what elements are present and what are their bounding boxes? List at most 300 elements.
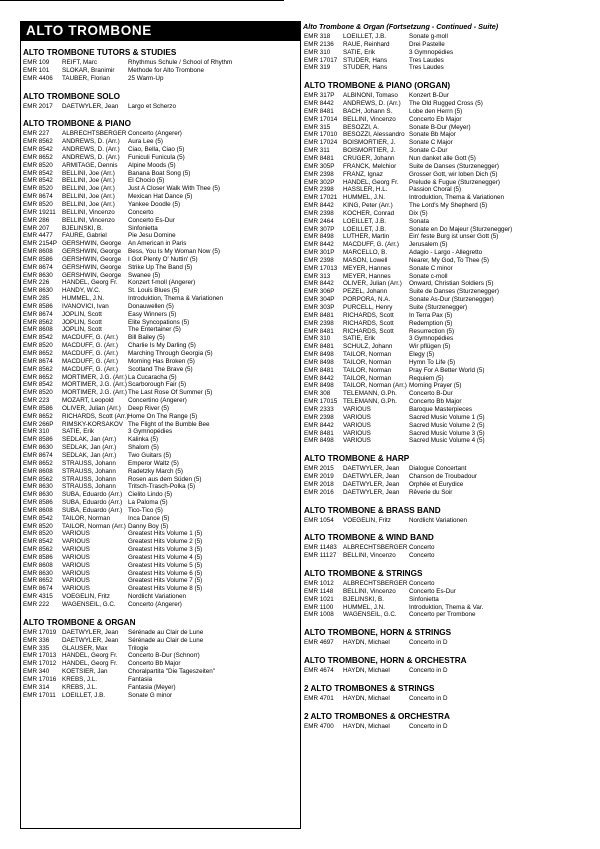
catalog-entry xyxy=(301,33,584,41)
left-column xyxy=(20,44,301,699)
edition-number: EMR 8442 xyxy=(304,374,334,382)
catalog-entry xyxy=(20,645,301,653)
edition-number: EMR 2016 xyxy=(304,488,334,496)
composer: OLIVER, Julian (Arr.) xyxy=(62,404,121,412)
edition-number: EMR 8520 xyxy=(23,522,53,530)
section-title: ALTO TROMBONE & PIANO xyxy=(23,119,131,129)
composer: VARIOUS xyxy=(343,437,371,445)
work-title: Mexican Hat Dance (5) xyxy=(128,193,193,201)
edition-number: EMR 8481 xyxy=(304,327,334,335)
catalog-entry xyxy=(301,210,584,218)
catalog-entry xyxy=(301,390,584,398)
work-title: Sonate B-Dur (Meyer) xyxy=(409,123,471,131)
catalog-entry xyxy=(20,585,301,593)
edition-number: EMR 2398 xyxy=(304,186,334,194)
catalog-entry xyxy=(301,202,584,210)
composer: HÄNDEL, Georg Fr. xyxy=(62,660,118,668)
catalog-section xyxy=(20,47,301,83)
catalog-entry xyxy=(20,413,301,421)
work-title: St. Louis Blues (5) xyxy=(128,287,180,295)
edition-number: EMR 4697 xyxy=(304,639,334,647)
edition-number: EMR 8542 xyxy=(23,169,53,177)
work-title: Concerto (Angerer) xyxy=(128,130,182,138)
work-title: Baroque Masterpieces xyxy=(409,405,473,413)
catalog-entry xyxy=(301,437,584,445)
composer: VARIOUS xyxy=(62,561,90,569)
composer: LUTHER, Martin xyxy=(343,233,390,241)
catalog-section xyxy=(20,617,301,700)
edition-number: EMR 310 xyxy=(304,335,331,343)
work-title: Greatest Hits Volume 3 (5) xyxy=(128,546,203,554)
catalog-entry xyxy=(20,170,301,178)
edition-number: EMR 2398 xyxy=(304,256,334,264)
section-title: ALTO TROMBONE & ORGAN xyxy=(23,617,136,627)
catalog-entry xyxy=(20,660,301,668)
edition-number: EMR 8498 xyxy=(304,382,334,390)
edition-number: EMR 2398 xyxy=(304,209,334,217)
section-title: ALTO TROMBONE & HARP xyxy=(304,454,410,464)
edition-number: EMR 286 xyxy=(23,216,50,224)
catalog-entry xyxy=(20,538,301,546)
work-title: Greatest Hits Volume 2 (5) xyxy=(128,538,203,546)
work-title: Sonata xyxy=(409,217,429,225)
edition-number: EMR 8674 xyxy=(23,310,53,318)
edition-number: EMR 8674 xyxy=(23,193,53,201)
edition-number: EMR 8498 xyxy=(304,233,334,241)
composer: SEDLAK, Jan (Arr.) xyxy=(62,451,117,459)
edition-number: EMR 315 xyxy=(304,123,331,131)
catalog-entry xyxy=(20,562,301,570)
work-title: Tritsch-Trasch-Polka (5) xyxy=(128,483,196,491)
entry-list xyxy=(301,695,584,703)
catalog-entry xyxy=(301,139,584,147)
catalog-entry xyxy=(20,272,301,280)
work-title: Rhythmus Schule / School of Rhythm xyxy=(128,59,233,66)
catalog-entry xyxy=(20,530,301,538)
composer: ANDREWS, D. (Arr.) xyxy=(62,138,120,146)
work-title: Resurrection (5) xyxy=(409,327,455,335)
work-title: Lobe den Herrn (5) xyxy=(409,107,463,115)
work-title: Greatest Hits Volume 4 (5) xyxy=(128,553,203,561)
edition-number: EMR 227 xyxy=(23,130,50,138)
entry-list xyxy=(20,629,301,700)
edition-number: EMR 8652 xyxy=(23,412,53,420)
composer: SATIE, Erik xyxy=(62,428,95,436)
work-title: Concerto in D xyxy=(409,722,448,730)
right-column xyxy=(301,21,584,731)
catalog-entry xyxy=(20,256,301,264)
composer: VARIOUS xyxy=(62,577,90,585)
composer: HÄNDEL, Georg Fr. xyxy=(62,279,118,287)
catalog-entry xyxy=(20,637,301,645)
edition-number: EMR 8674 xyxy=(23,451,53,459)
composer: SEDLAK, Jan (Arr.) xyxy=(62,444,117,452)
catalog-entry xyxy=(20,67,301,75)
catalog-entry xyxy=(20,326,301,334)
catalog-entry xyxy=(301,186,584,194)
composer: CRÜGER, Johann xyxy=(343,154,395,162)
edition-number: EMR 1054 xyxy=(304,516,334,524)
composer: HAYDN, Michael xyxy=(343,722,390,730)
composer: SCHULZ, Johann xyxy=(343,343,393,351)
catalog-entry xyxy=(301,92,584,100)
edition-number: EMR 8498 xyxy=(304,437,334,445)
catalog-entry xyxy=(20,483,301,491)
catalog-entry xyxy=(20,468,301,476)
work-title: Introduktion, Thema & Variationen xyxy=(409,194,504,202)
work-title: I Got Plenty O' Nuttin' (5) xyxy=(128,255,198,263)
edition-number: EMR 285 xyxy=(23,295,50,303)
catalog-entry xyxy=(301,375,584,383)
composer: MOZART, Leopold xyxy=(62,397,114,405)
edition-number: EMR 1100 xyxy=(304,603,334,611)
composer: BOISMORTIER, J. xyxy=(343,147,396,155)
catalog-entry xyxy=(20,303,301,311)
work-title: Chanson de Troubadour xyxy=(409,473,477,481)
work-title: Sonate en Do Majeur (Sturzenegger) xyxy=(409,225,513,233)
edition-number: EMR 8652 xyxy=(23,153,53,161)
edition-number: EMR 207 xyxy=(23,224,50,232)
work-title: Konzert f-moll (Angerer) xyxy=(128,279,196,287)
edition-number: EMR 8630 xyxy=(23,491,53,499)
composer: VARIOUS xyxy=(343,413,371,421)
catalog-entry xyxy=(20,554,301,562)
edition-number: EMR 17017 xyxy=(304,56,338,64)
work-title: Introduktion, Thema & Variationen xyxy=(128,295,223,303)
work-title: 25 Warm-Up xyxy=(128,74,164,82)
catalog-entry xyxy=(301,241,584,249)
composer: HUMMEL, J.N. xyxy=(343,194,385,202)
composer: GERSHWIN, George xyxy=(62,240,122,248)
edition-number: EMR 308 xyxy=(304,390,331,398)
composer: RICHARDS, Scott xyxy=(343,319,394,327)
catalog-section xyxy=(20,118,301,608)
edition-number: EMR 307P xyxy=(304,225,335,233)
edition-number: EMR 11127 xyxy=(304,552,337,560)
edition-number: EMR 109 xyxy=(23,59,50,66)
composer: HASSLER, H.L. xyxy=(343,186,388,194)
entry-list xyxy=(301,92,584,445)
edition-number: EMR 8481 xyxy=(304,311,334,319)
catalog-entry xyxy=(20,311,301,319)
composer: SATIE, Erik xyxy=(343,48,376,56)
work-title: Konzert B-Dur xyxy=(409,92,449,100)
work-title: Scotland The Brave (5) xyxy=(128,365,193,373)
work-title: 3 Gymnopédies xyxy=(128,428,173,436)
composer: STRAUSS, Johann xyxy=(62,483,116,491)
catalog-entry xyxy=(20,652,301,660)
work-title: Kalinka (5) xyxy=(128,436,159,444)
entry-list xyxy=(301,639,584,647)
composer: STRAUSS, Johann xyxy=(62,475,116,483)
composer: GERSHWIN, George xyxy=(62,263,122,271)
work-title: Scarborough Fair (5) xyxy=(128,381,187,389)
catalog-entry xyxy=(20,601,301,609)
edition-number: EMR 8481 xyxy=(304,154,334,162)
catalog-entry xyxy=(20,162,301,170)
composer: VARIOUS xyxy=(343,421,371,429)
catalog-entry xyxy=(301,639,584,647)
work-title: Concerto B-Dur xyxy=(409,390,453,398)
edition-number: EMR 8586 xyxy=(23,302,53,310)
composer: VARIOUS xyxy=(62,530,90,538)
edition-number: EMR 8520 xyxy=(23,530,53,538)
work-title: Concerto in D xyxy=(409,639,448,647)
edition-number: EMR 1148 xyxy=(304,587,334,595)
catalog-entry xyxy=(20,629,301,637)
edition-number: EMR 8542 xyxy=(23,381,53,389)
edition-number: EMR 8608 xyxy=(23,326,53,334)
composer: FAURE, Gabriel xyxy=(62,232,107,240)
catalog-entry xyxy=(301,723,584,731)
section-title: ALTO TROMBONE & STRINGS xyxy=(304,569,423,579)
work-title: Tres Laudes xyxy=(409,56,444,64)
work-title: Sacred Music Volume 3 (5) xyxy=(409,429,485,437)
composer: BELLINI, Joe (Arr.) xyxy=(62,193,115,201)
work-title: Alpine Moods (5) xyxy=(128,161,176,169)
work-title: Deep River (5) xyxy=(128,404,169,412)
composer: HANDY, W.C. xyxy=(62,287,101,295)
work-title: Morning Has Broken (5) xyxy=(128,357,195,365)
edition-number: EMR 19211 xyxy=(23,208,56,216)
composer: MORTIMER, J.G. (Arr.) xyxy=(62,389,127,397)
edition-number: EMR 17019 xyxy=(23,628,57,636)
work-title: Suite de Danses (Sturzenegger) xyxy=(409,162,499,170)
edition-number: EMR 11483 xyxy=(304,544,337,552)
catalog-entry xyxy=(20,319,301,327)
edition-number: EMR 2398 xyxy=(304,413,334,421)
work-title: Requiem (5) xyxy=(409,374,444,382)
edition-number: EMR 1021 xyxy=(304,595,334,603)
edition-number: EMR 17013 xyxy=(23,652,57,660)
work-title: Choralpartita "Die Tageszeiten" xyxy=(128,668,215,676)
catalog-entry xyxy=(301,312,584,320)
work-title: Wir pflügen (5) xyxy=(409,343,451,351)
composer: TAILOR, Norman xyxy=(343,366,392,374)
work-title: Fantasia xyxy=(128,675,153,683)
work-title: Sinfonietta xyxy=(128,224,158,232)
composer: BACH, Johann S. xyxy=(343,107,393,115)
catalog-entry xyxy=(301,179,584,187)
composer: ALBRECHTSBERGER xyxy=(62,130,127,138)
catalog-entry xyxy=(301,596,584,604)
edition-number: EMR 8442 xyxy=(304,241,334,249)
work-title: Yankee Doodle (5) xyxy=(128,200,181,208)
edition-number: EMR 8652 xyxy=(23,373,53,381)
edition-number: EMR 8562 xyxy=(23,365,53,373)
catalog-entry xyxy=(301,49,584,57)
composer: STUDER, Hans xyxy=(343,64,388,72)
work-title: Concerto in D xyxy=(409,695,448,702)
edition-number: EMR 226 xyxy=(23,279,50,287)
work-title: Nun danket alle Gott (5) xyxy=(409,154,476,162)
catalog-section xyxy=(301,453,584,496)
work-title: Inca Dance (5) xyxy=(128,514,170,522)
composer: SEDLAK, Jan (Arr.) xyxy=(62,436,117,444)
edition-number: EMR 1012 xyxy=(304,580,334,588)
catalog-section xyxy=(301,683,584,703)
work-title: Concerto Es-Dur xyxy=(128,216,175,224)
catalog-entry xyxy=(301,249,584,257)
edition-number: EMR 8520 xyxy=(23,389,53,397)
catalog-entry xyxy=(301,131,584,139)
composer: JOPLIN, Scott xyxy=(62,318,102,326)
edition-number: EMR 8630 xyxy=(23,483,53,491)
work-title: Concerto xyxy=(409,544,435,552)
work-title: Banana Boat Song (5) xyxy=(128,169,191,177)
composer: GERSHWIN, George xyxy=(62,248,122,256)
work-title: El Chocio (5) xyxy=(128,177,165,185)
work-title: An American in Paris xyxy=(128,240,187,248)
edition-number: EMR 8674 xyxy=(23,357,53,365)
work-title: Sacred Music Volume 1 (5) xyxy=(409,413,485,421)
composer: HUMMEL, J.N. xyxy=(62,295,104,303)
catalog-entry xyxy=(301,41,584,49)
work-title: Jerusalem (5) xyxy=(409,241,448,249)
edition-number: EMR 17015 xyxy=(304,398,338,406)
edition-number: EMR 17012 xyxy=(23,660,57,668)
work-title: Redemption (5) xyxy=(409,319,453,327)
catalog-entry xyxy=(301,304,584,312)
work-title: 3 Gymnopédies xyxy=(409,48,454,56)
work-title: Methode for Alto Trombone xyxy=(128,66,204,74)
catalog-section xyxy=(301,532,584,560)
catalog-entry xyxy=(20,499,301,507)
edition-number: EMR 8481 xyxy=(304,343,334,351)
work-title: Greatest Hits Volume 5 (5) xyxy=(128,561,203,569)
catalog-entry xyxy=(20,389,301,397)
catalog-entry xyxy=(20,515,301,523)
catalog-section xyxy=(301,505,584,525)
composer: LOEILLET, J.B. xyxy=(343,225,387,233)
work-title: Introduktion, Thema & Var. xyxy=(409,603,484,611)
work-title: Trilogie xyxy=(128,644,149,652)
edition-number: EMR 17024 xyxy=(304,139,338,147)
work-title: Sacred Music Volume 4 (5) xyxy=(409,437,485,445)
catalog-entry xyxy=(301,473,584,481)
edition-number: EMR 8442 xyxy=(304,421,334,429)
composer: GERSHWIN, George xyxy=(62,255,122,263)
catalog-entry xyxy=(20,405,301,413)
catalog-entry xyxy=(301,265,584,273)
work-title: Onward, Christian Soldiers (5) xyxy=(409,280,494,288)
edition-number: EMR 317P xyxy=(304,92,335,100)
work-title: Concerto xyxy=(128,208,154,216)
edition-number: EMR 223 xyxy=(23,397,50,405)
composer: ALBRECHTSBERGER xyxy=(343,580,408,588)
composer: LOEILLET, J.B. xyxy=(62,691,106,699)
continuation-header: Alto Trombone & Organ (Fortsetzung - Continued - Suite) xyxy=(303,22,499,31)
catalog-entry xyxy=(20,209,301,217)
composer: MACDUFF, G. (Arr.) xyxy=(62,342,118,350)
edition-number: EMR 4674 xyxy=(304,667,334,675)
entry-list xyxy=(20,103,301,111)
edition-number: EMR 8608 xyxy=(23,506,53,514)
catalog-entry xyxy=(20,287,301,295)
edition-number: EMR 8674 xyxy=(23,263,53,271)
work-title: La Cucaracha (5) xyxy=(128,373,177,381)
composer: KING, Peter (Arr.) xyxy=(343,202,393,210)
edition-number: EMR 8520 xyxy=(23,342,53,350)
composer: MEYER, Hannes xyxy=(343,264,391,272)
catalog-entry xyxy=(20,452,301,460)
edition-number: EMR 8630 xyxy=(23,569,53,577)
catalog-section xyxy=(301,655,584,675)
edition-number: EMR 302P xyxy=(304,178,335,186)
edition-number: EMR 8608 xyxy=(23,561,53,569)
edition-number: EMR 8630 xyxy=(23,287,53,295)
edition-number: EMR 17021 xyxy=(304,194,338,202)
composer: ANDREWS, D. (Arr.) xyxy=(62,146,120,154)
work-title: Dialogue Concertant xyxy=(409,465,467,473)
composer: BJELINSKI, B. xyxy=(343,595,384,603)
composer: STUDER, Hans xyxy=(343,56,388,64)
composer: OLIVER, Julian (Arr.) xyxy=(343,280,402,288)
composer: VARIOUS xyxy=(62,569,90,577)
composer: BELLINI, Vincenzo xyxy=(343,587,396,595)
composer: RIMSKY-KORSAKOV xyxy=(62,420,124,428)
work-title: Rêverie du Soir xyxy=(409,488,453,496)
work-title: Danny Boy (5) xyxy=(128,522,169,530)
work-title: The Flight of the Bumble Bee xyxy=(128,420,210,428)
work-title: Sonate Bb Major xyxy=(409,131,456,139)
composer: TAILOR, Norman xyxy=(343,374,392,382)
work-title: Two Guitars (5) xyxy=(128,451,172,459)
edition-number: EMR 8542 xyxy=(23,334,53,342)
catalog-entry xyxy=(20,546,301,554)
work-title: Aura Lee (5) xyxy=(128,138,164,146)
work-title: Pie Jesu Domine xyxy=(128,232,176,240)
composer: RICHARDS, Scott (Arr.) xyxy=(62,412,128,420)
edition-number: EMR 8442 xyxy=(304,280,334,288)
edition-number: EMR 2398 xyxy=(304,319,334,327)
edition-number: EMR 319 xyxy=(304,64,331,72)
composer: WAGENSEIL, G.C. xyxy=(62,601,116,608)
catalog-entry xyxy=(301,155,584,163)
composer: STRAUSS, Johann xyxy=(62,467,116,475)
edition-number: EMR 101 xyxy=(23,66,50,74)
edition-number: EMR 8542 xyxy=(23,538,53,546)
edition-number: EMR 17013 xyxy=(304,264,338,272)
catalog-entry xyxy=(20,279,301,287)
edition-number: EMR 17014 xyxy=(304,115,338,123)
work-title: Greatest Hits Volume 1 (5) xyxy=(128,530,203,538)
work-title: Grosser Gott, wir loben Dich (5) xyxy=(409,170,498,178)
catalog-entry xyxy=(301,108,584,116)
edition-number: EMR 8562 xyxy=(23,318,53,326)
catalog-entry xyxy=(301,695,584,703)
catalog-entry xyxy=(301,359,584,367)
composer: PORPORA, N.A. xyxy=(343,296,391,304)
work-title: Swanee (5) xyxy=(128,271,161,279)
composer: IVANOVICI, Ivan xyxy=(62,302,109,310)
composer: BELLINI, Vincenzo xyxy=(62,216,115,224)
edition-number: EMR 4477 xyxy=(23,232,53,240)
composer: SUBA, Eduardo (Arr.) xyxy=(62,506,123,514)
work-title: Sonate C Major xyxy=(409,139,453,147)
work-title: Morning Prayer (5) xyxy=(409,382,462,390)
edition-number: EMR 335 xyxy=(23,644,50,652)
work-title: Bess, You Is My Woman Now (5) xyxy=(128,248,220,256)
edition-number: EMR 8652 xyxy=(23,350,53,357)
edition-number: EMR 222 xyxy=(23,601,50,608)
composer: STRAUSS, Johann xyxy=(62,459,116,467)
composer: SATIE, Erik xyxy=(343,335,376,343)
work-title: Concerto Bb Major xyxy=(409,398,462,406)
edition-number: EMR 318 xyxy=(304,33,331,40)
composer: DAETWYLER, Jean xyxy=(343,480,400,488)
edition-number: EMR 8542 xyxy=(23,177,53,185)
